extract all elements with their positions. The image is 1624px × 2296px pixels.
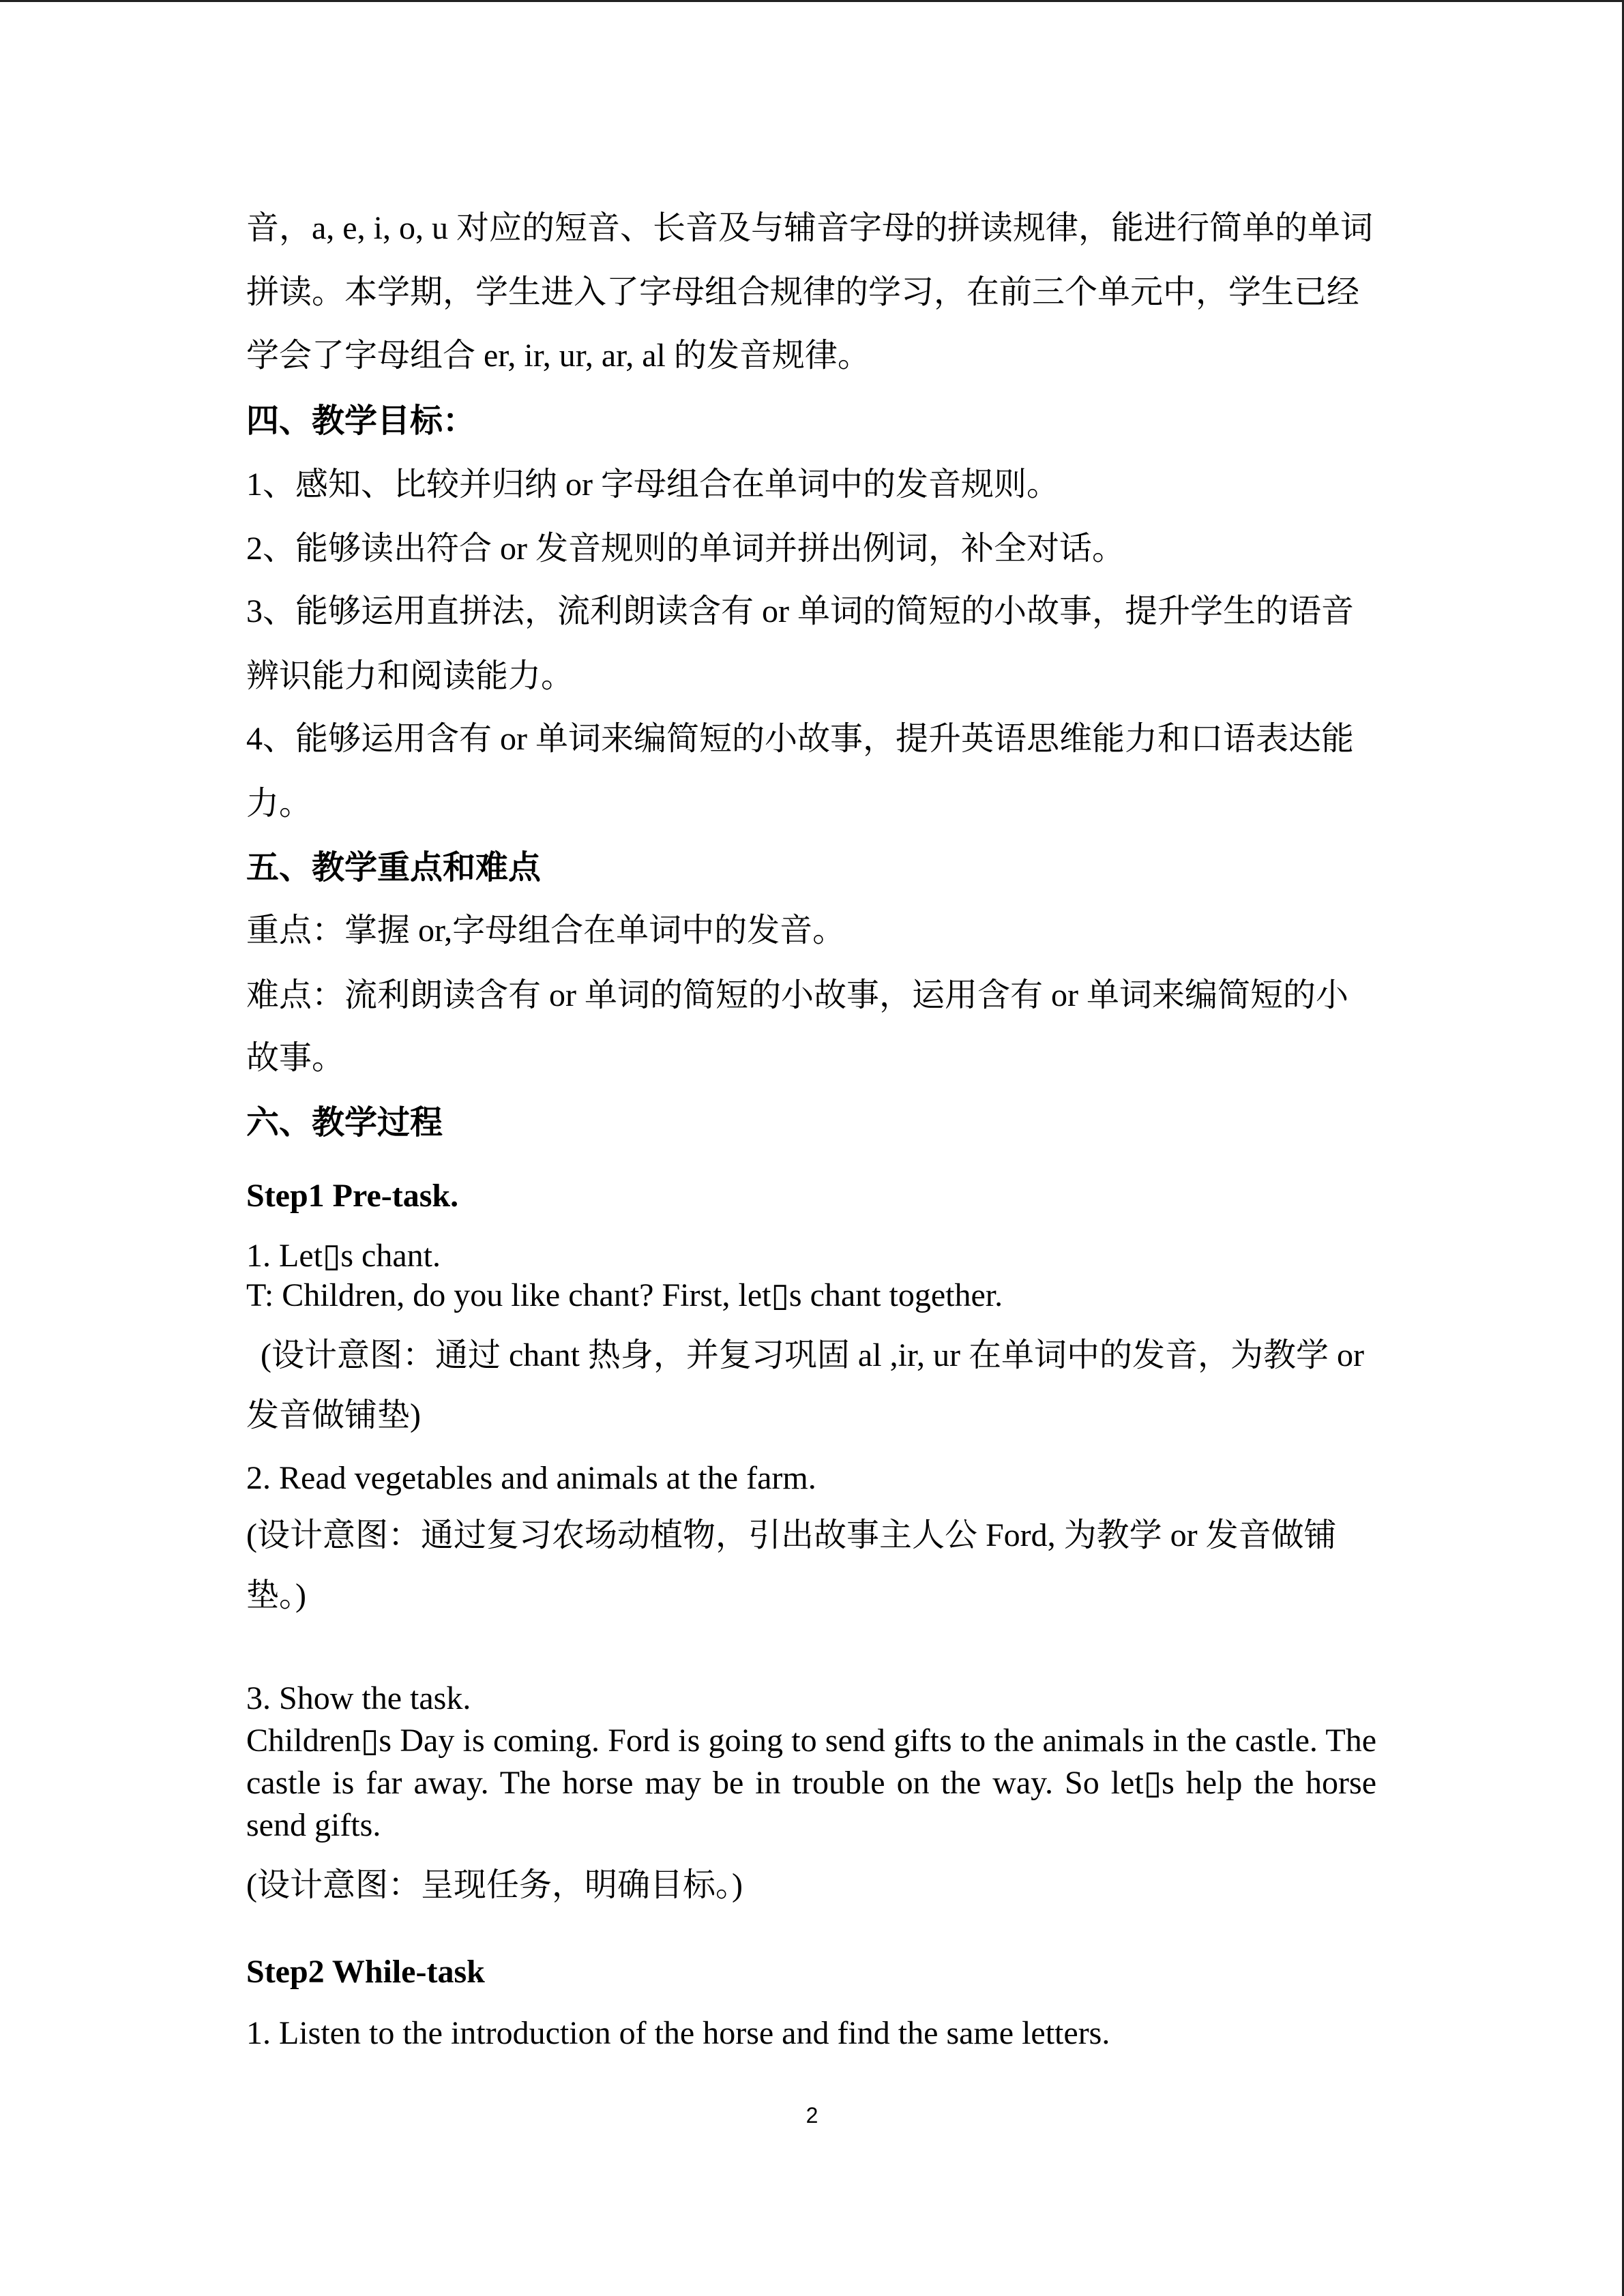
step1-title: Step1 Pre-task. — [246, 1178, 459, 1214]
section-heading-teaching-process: 六、教学过程 — [246, 1105, 443, 1141]
activity-title: 1. Listen to the introduction of the horse and find the same letters. — [246, 2015, 1110, 2051]
objective-item: 2、能够读出符合 or 发音规则的单词并拼出例词，补全对话。 — [246, 531, 1125, 567]
intro-paragraph-line: 拼读。本学期，学生进入了字母组合规律的学习，在前三个单元中，学生已经 — [246, 274, 1360, 310]
objective-item: 3、能够运用直拼法，流利朗读含有 or 单词的简短的小故事，提升学生的语音 — [246, 593, 1354, 629]
activity-text: T: Children, do you like chant? First, let▯s chant together. — [246, 1277, 1003, 1313]
objective-item-continued: 力。 — [246, 786, 312, 822]
page-border-top — [0, 0, 1624, 2]
difficult-point-text-continued: 故事。 — [246, 1040, 345, 1076]
design-intent-text-continued: 发音做铺垫) — [246, 1397, 421, 1433]
section-heading-objectives: 四、教学目标： — [246, 403, 476, 439]
intro-paragraph-line: 音，a, e, i, o, u 对应的短音、长音及与辅音字母的拼读规律，能进行简单的单词 — [246, 210, 1373, 246]
key-point-text: 重点：掌握 or,字母组合在单词中的发音。 — [246, 912, 846, 949]
design-intent-text: (设计意图：通过 chant 热身，并复习巩固 al ,ir, ur 在单词中的发音，为教学 or — [261, 1337, 1364, 1373]
step2-title: Step2 While-task — [246, 1954, 485, 1990]
activity-text: castle is far away. The horse may be in trouble on the way. So let▯s help the horse — [246, 1765, 1376, 1801]
objective-item: 1、感知、比较并归纳 or 字母组合在单词中的发音规则。 — [246, 466, 1059, 503]
design-intent-text: (设计意图：通过复习农场动植物，引出故事主人公 Ford, 为教学 or 发音做铺 — [246, 1517, 1337, 1553]
intro-paragraph-line: 学会了字母组合 er, ir, ur, ar, al 的发音规律。 — [246, 338, 870, 374]
activity-title: 3. Show the task. — [246, 1680, 471, 1716]
page-number: 2 — [806, 2103, 818, 2128]
activity-text: Children▯s Day is coming. Ford is going to send gifts to the animals in the castle. The — [246, 1723, 1376, 1759]
design-intent-text: (设计意图：呈现任务，明确目标。) — [246, 1867, 743, 1903]
objective-item: 4、能够运用含有 or 单词来编简短的小故事，提升英语思维能力和口语表达能 — [246, 721, 1354, 757]
objective-item-continued: 辨识能力和阅读能力。 — [246, 658, 574, 694]
design-intent-text-continued: 垫。) — [246, 1577, 306, 1613]
section-heading-key-points: 五、教学重点和难点 — [246, 850, 542, 886]
activity-title: 2. Read vegetables and animals at the farm. — [246, 1460, 816, 1496]
activity-text: send gifts. — [246, 1807, 381, 1843]
difficult-point-text: 难点：流利朗读含有 or 单词的简短的小故事，运用含有 or 单词来编简短的小 — [246, 977, 1348, 1013]
activity-title: 1. Let▯s chant. — [246, 1238, 441, 1274]
